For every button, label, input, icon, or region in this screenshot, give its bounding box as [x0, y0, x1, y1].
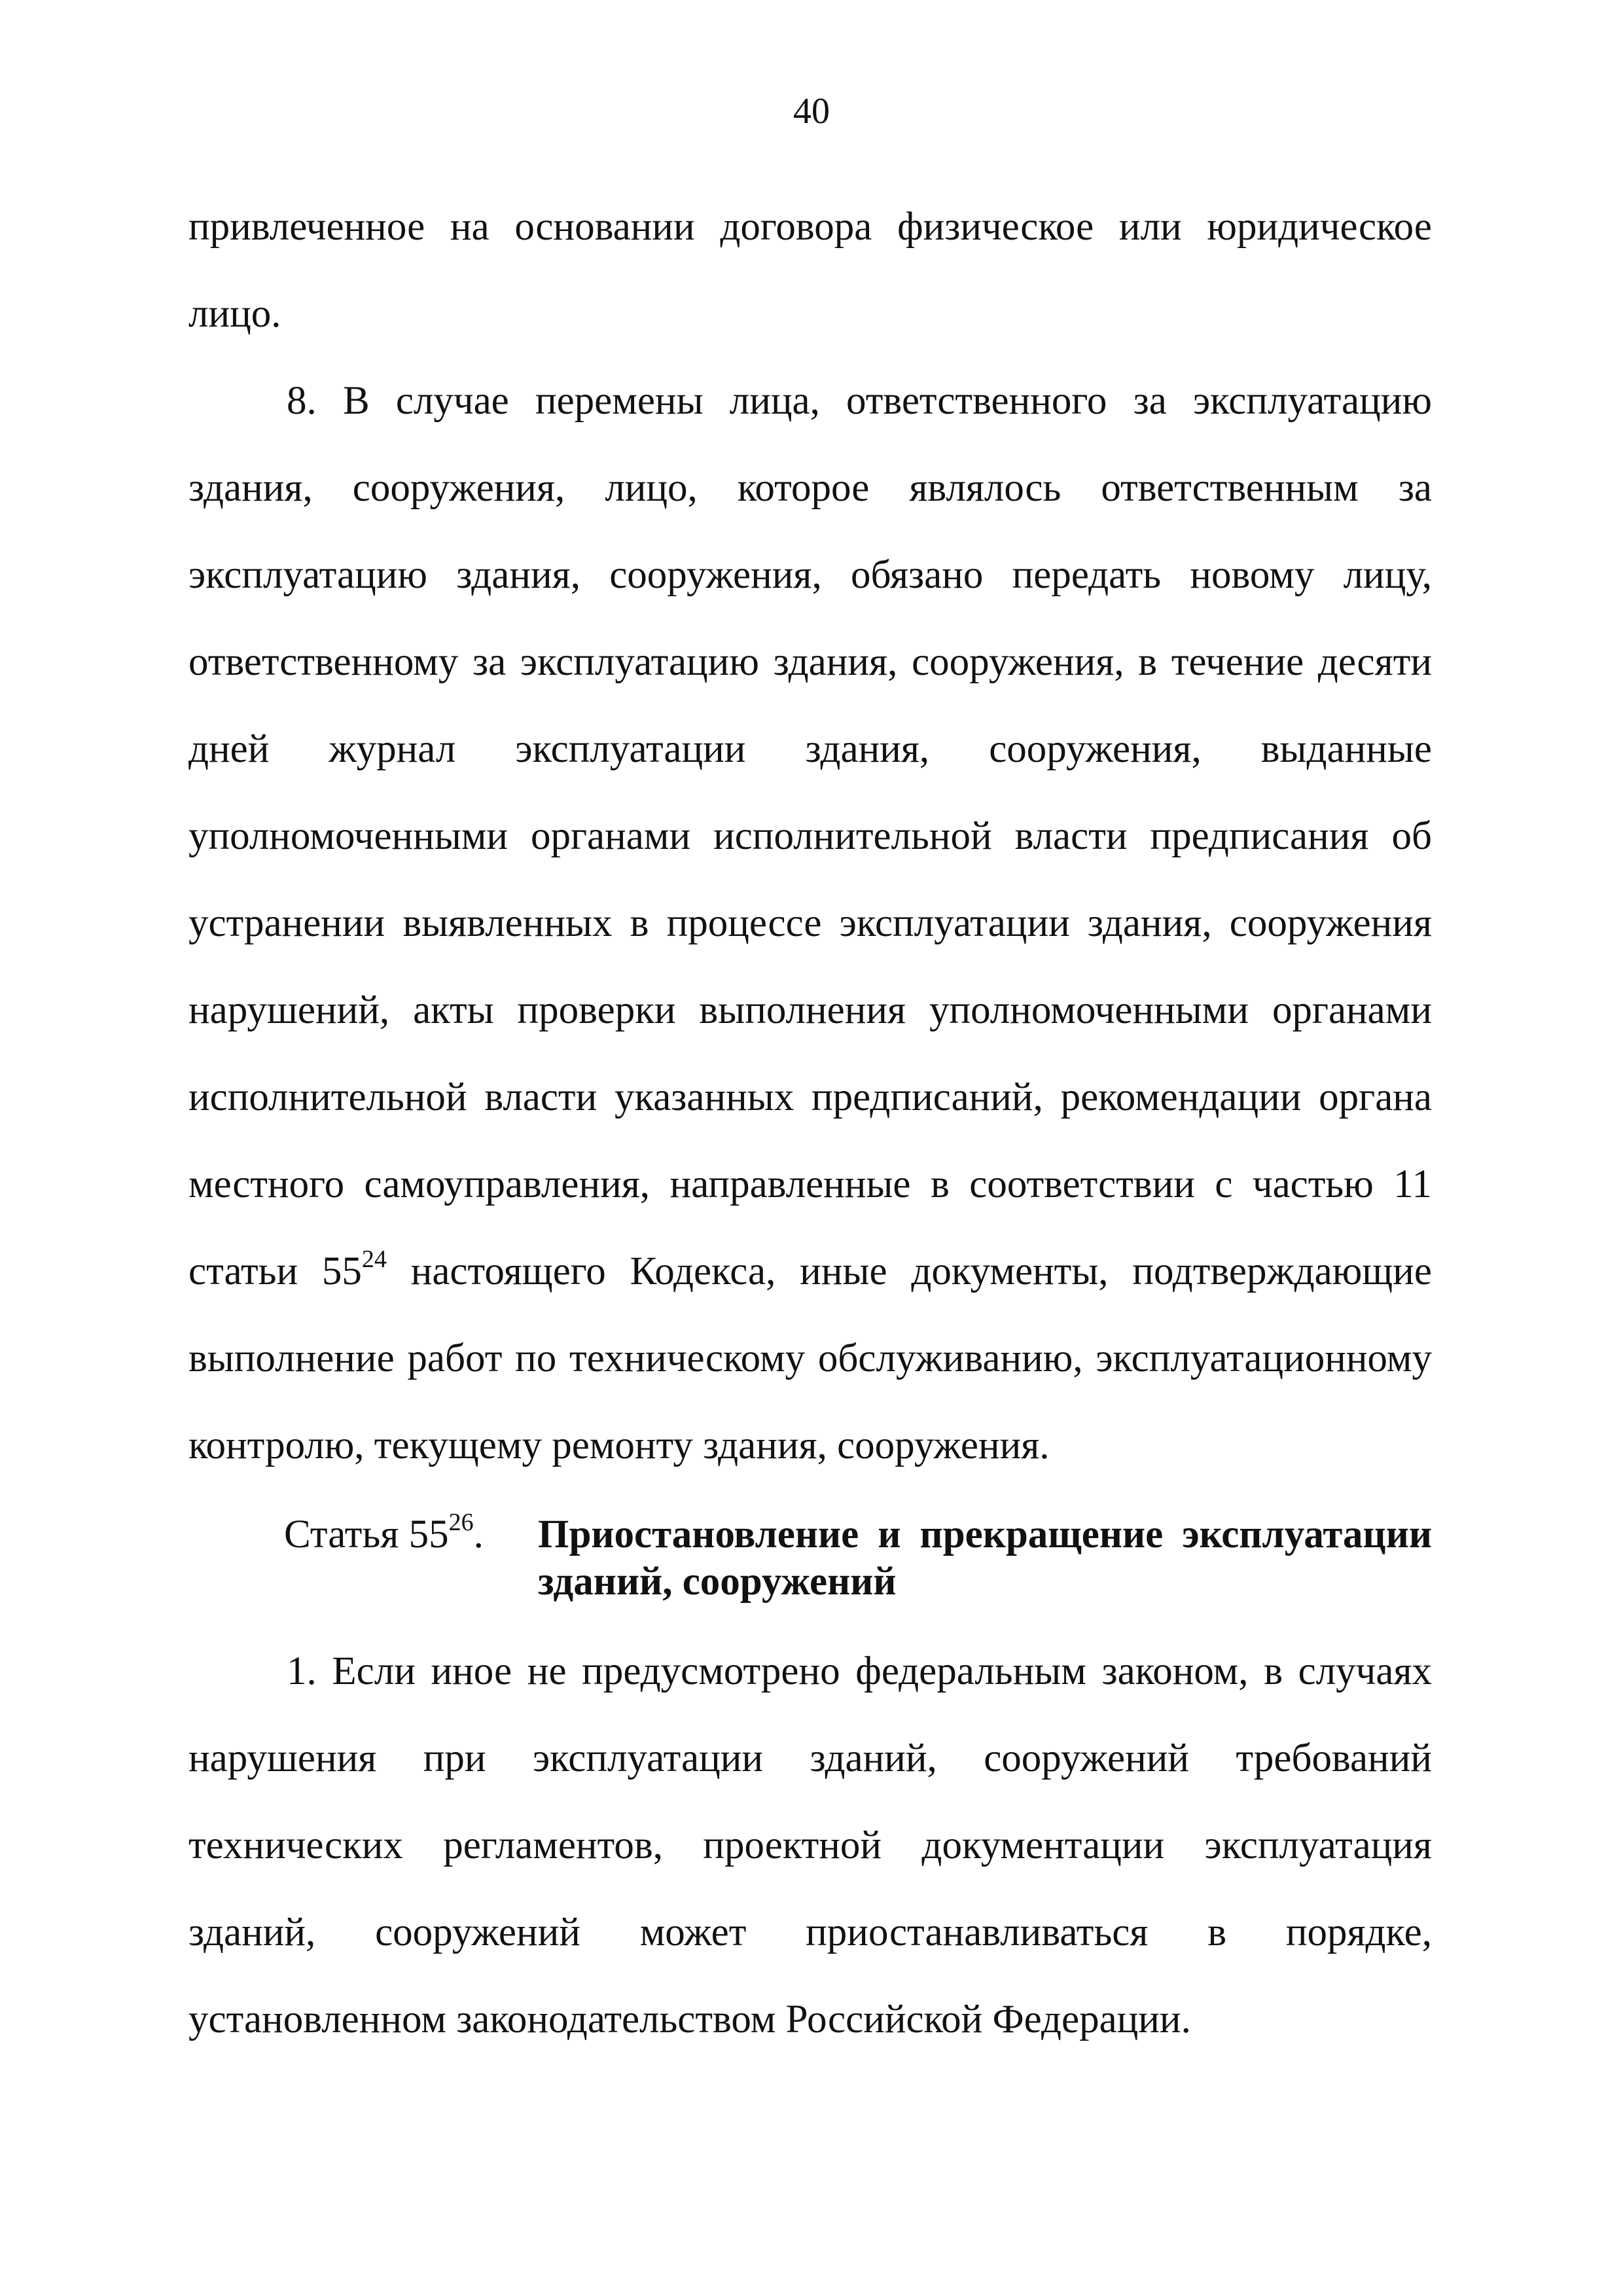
paragraph-8-text-end: настоящего Кодекса, иные документы, подтверждающие выполнение работ по техническому обслуживанию, эксплуатационному контролю, текущему ремонту здания, сооружения.	[188, 1249, 1432, 1467]
paragraph-continuation: привлеченное на основании договора физическое или юридическое лицо.	[188, 205, 1432, 336]
page-number: 40	[793, 91, 830, 132]
article-label-superscript: 26	[448, 1509, 474, 1536]
article-label	[188, 1511, 538, 1558]
paragraph-8-superscript: 24	[361, 1246, 387, 1273]
article-title: Приостановление и прекращение эксплуатации зданий, сооружений	[538, 1513, 1432, 1604]
document-body	[188, 183, 1432, 2063]
article-label-prefix: Статья 55	[284, 1513, 449, 1556]
paragraph-8-text-start: 8. В случае перемены лица, ответственного за эксплуатацию здания, сооружения, лицо, которое являлось ответственным за эксплуатацию здания, сооружения, обязано передать новому лицу, ответственному за эксплуатацию здания, сооружения, в течение десяти дней журнал эксплуатации здания, сооружения, выданные уполномоченными органами исполнительной власти предписания об устранении выявленных в процессе эксплуатации здания, сооружения нарушений, акты проверки выполнения уполномоченными органами исполнительной власти указанных предписаний, рекомендации органа местного самоуправления, направленные в соответствии с частью 11 статьи 55	[188, 379, 1432, 1293]
paragraph-8	[188, 357, 1432, 1489]
article-heading	[188, 1511, 1432, 1605]
article-label-suffix: .	[473, 1513, 484, 1556]
paragraph-1: 1. Если иное не предусмотрено федеральным законом, в случаях нарушения при эксплуатации зданий, сооружений требований технических регламентов, проектной документации эксплуатация зданий, сооружений может приостанавливаться в порядке, установленном законодательством Российской Федерации.	[188, 1649, 1432, 2041]
